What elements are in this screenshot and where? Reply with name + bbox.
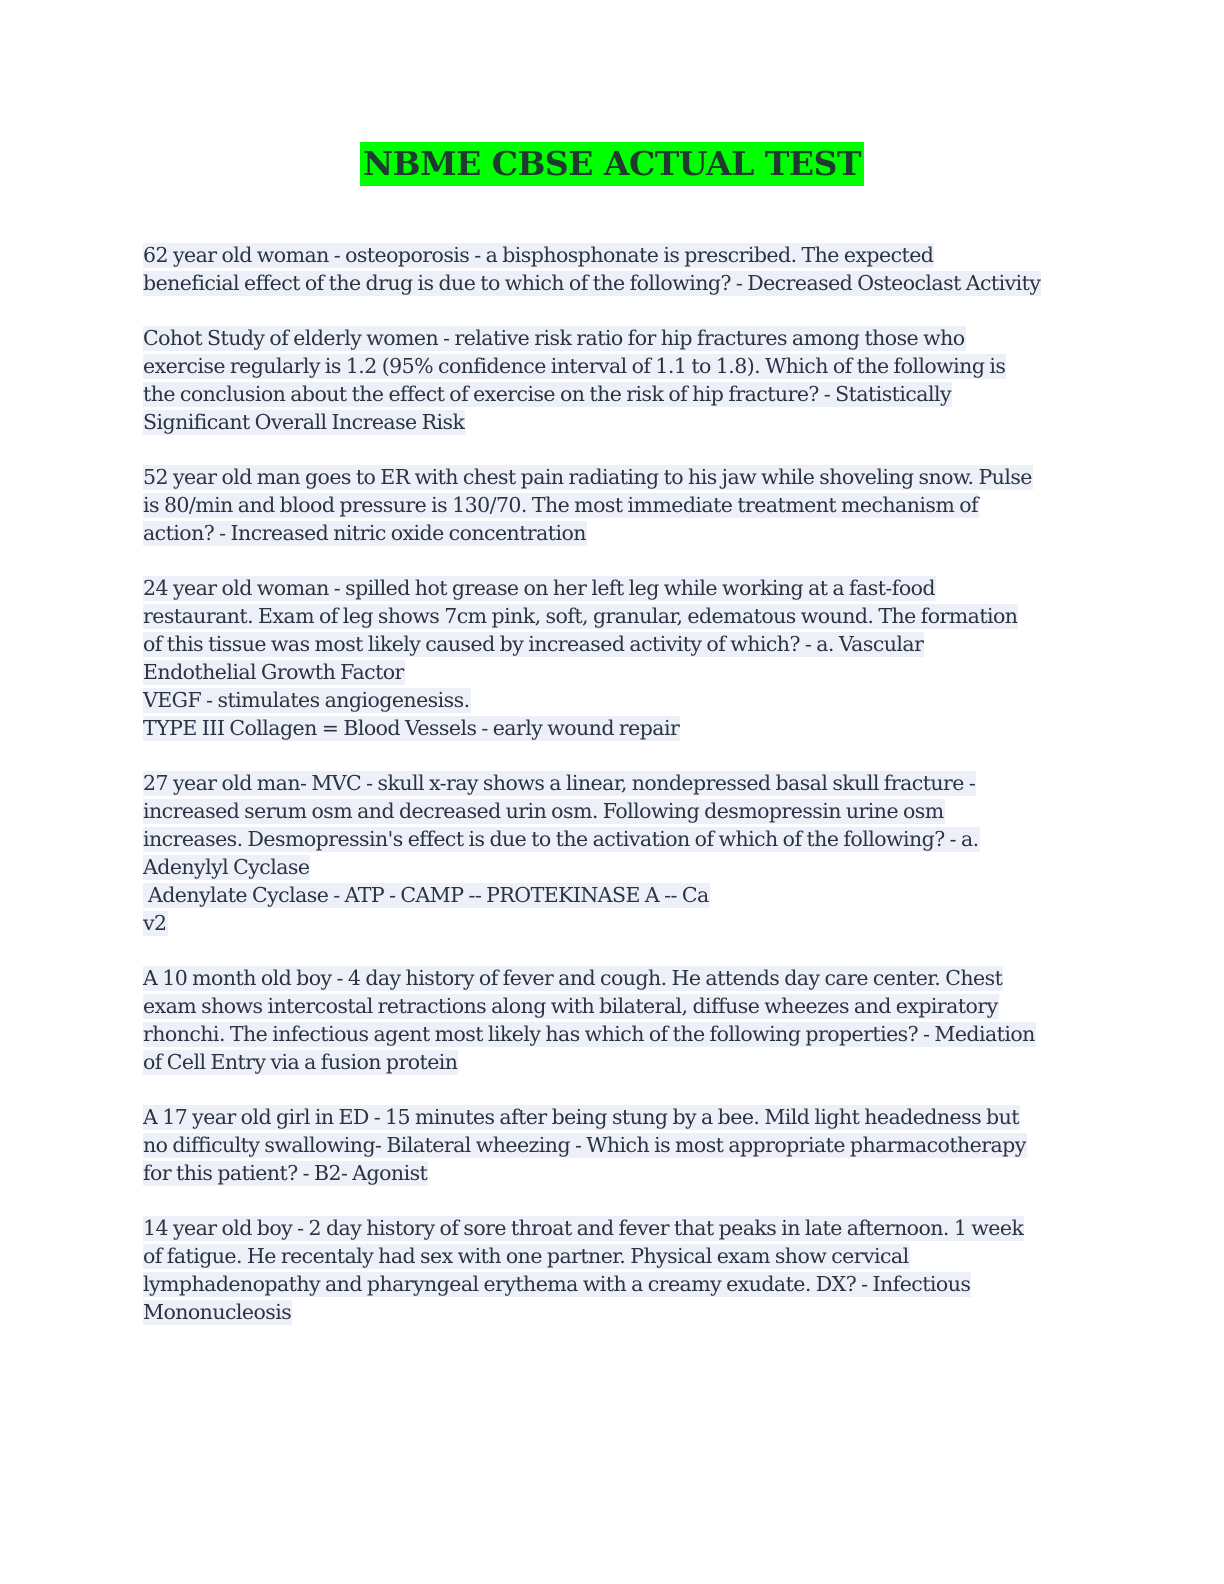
question-list	[143, 241, 1083, 1353]
page-title: NBME CBSE ACTUAL TEST	[360, 142, 864, 186]
title-container	[0, 142, 1224, 186]
text-line: of fatigue. He recentaly had sex with one partner. Physical exam show cervical	[143, 1244, 909, 1268]
text-line: of this tissue was most likely caused by increased activity of which? - a. Vascular	[143, 632, 924, 656]
text-line: exam shows intercostal retractions along with bilateral, diffuse wheezes and expiratory	[143, 994, 998, 1018]
text-line: 14 year old boy - 2 day history of sore throat and fever that peaks in late afternoon. 1 week	[143, 1216, 1024, 1240]
question-item	[143, 1214, 1083, 1326]
text-line: v2	[143, 911, 167, 935]
text-line: for this patient? - B2- Agonist	[143, 1161, 428, 1185]
text-line: A 10 month old boy - 4 day history of fever and cough. He attends day care center. Chest	[143, 966, 1003, 990]
text-line: increases. Desmopressin's effect is due to the activation of which of the following? - a.	[143, 827, 979, 851]
question-item	[143, 241, 1083, 297]
text-line: of Cell Entry via a fusion protein	[143, 1050, 458, 1074]
text-line: TYPE III Collagen = Blood Vessels - early wound repair	[143, 716, 680, 740]
text-line: rhonchi. The infectious agent most likely has which of the following properties? - Mediation	[143, 1022, 1035, 1046]
text-line: Cohot Study of elderly women - relative risk ratio for hip fractures among those who	[143, 326, 965, 350]
text-line: restaurant. Exam of leg shows 7cm pink, soft, granular, edematous wound. The formation	[143, 604, 1018, 628]
text-line: 52 year old man goes to ER with chest pain radiating to his jaw while shoveling snow. Pulse	[143, 465, 1032, 489]
question-item	[143, 769, 1083, 937]
text-line: Adenylyl Cyclase	[143, 855, 310, 879]
text-line: increased serum osm and decreased urin osm. Following desmopressin urine osm	[143, 799, 944, 823]
text-line: exercise regularly is 1.2 (95% confidence interval of 1.1 to 1.8). Which of the following is	[143, 354, 1006, 378]
text-line: beneficial effect of the drug is due to which of the following? - Decreased Osteoclast Activity	[143, 271, 1041, 295]
text-line: lymphadenopathy and pharyngeal erythema with a creamy exudate. DX? - Infectious	[143, 1272, 971, 1296]
text-line: Mononucleosis	[143, 1300, 292, 1324]
text-line: is 80/min and blood pressure is 130/70. The most immediate treatment mechanism of	[143, 493, 979, 517]
text-line: VEGF - stimulates angiogenesiss.	[143, 688, 470, 712]
text-line: Endothelial Growth Factor	[143, 660, 404, 684]
text-line: Adenylate Cyclase - ATP - CAMP -- PROTEKINASE A -- Ca	[143, 883, 709, 907]
question-item	[143, 463, 1083, 547]
text-line: 24 year old woman - spilled hot grease on her left leg while working at a fast-food	[143, 576, 935, 600]
question-item	[143, 964, 1083, 1076]
text-line: the conclusion about the effect of exercise on the risk of hip fracture? - Statistically	[143, 382, 952, 406]
question-item	[143, 324, 1083, 436]
text-line: Significant Overall Increase Risk	[143, 410, 465, 434]
text-line: action? - Increased nitric oxide concentration	[143, 521, 586, 545]
text-line: 27 year old man- MVC - skull x-ray shows a linear, nondepressed basal skull fracture -	[143, 771, 976, 795]
text-line: 62 year old woman - osteoporosis - a bisphosphonate is prescribed. The expected	[143, 243, 934, 267]
question-item	[143, 1103, 1083, 1187]
text-line: A 17 year old girl in ED - 15 minutes after being stung by a bee. Mild light headedness but	[143, 1105, 1019, 1129]
question-item	[143, 574, 1083, 742]
text-line: no difficulty swallowing- Bilateral wheezing - Which is most appropriate pharmacotherapy	[143, 1133, 1026, 1157]
